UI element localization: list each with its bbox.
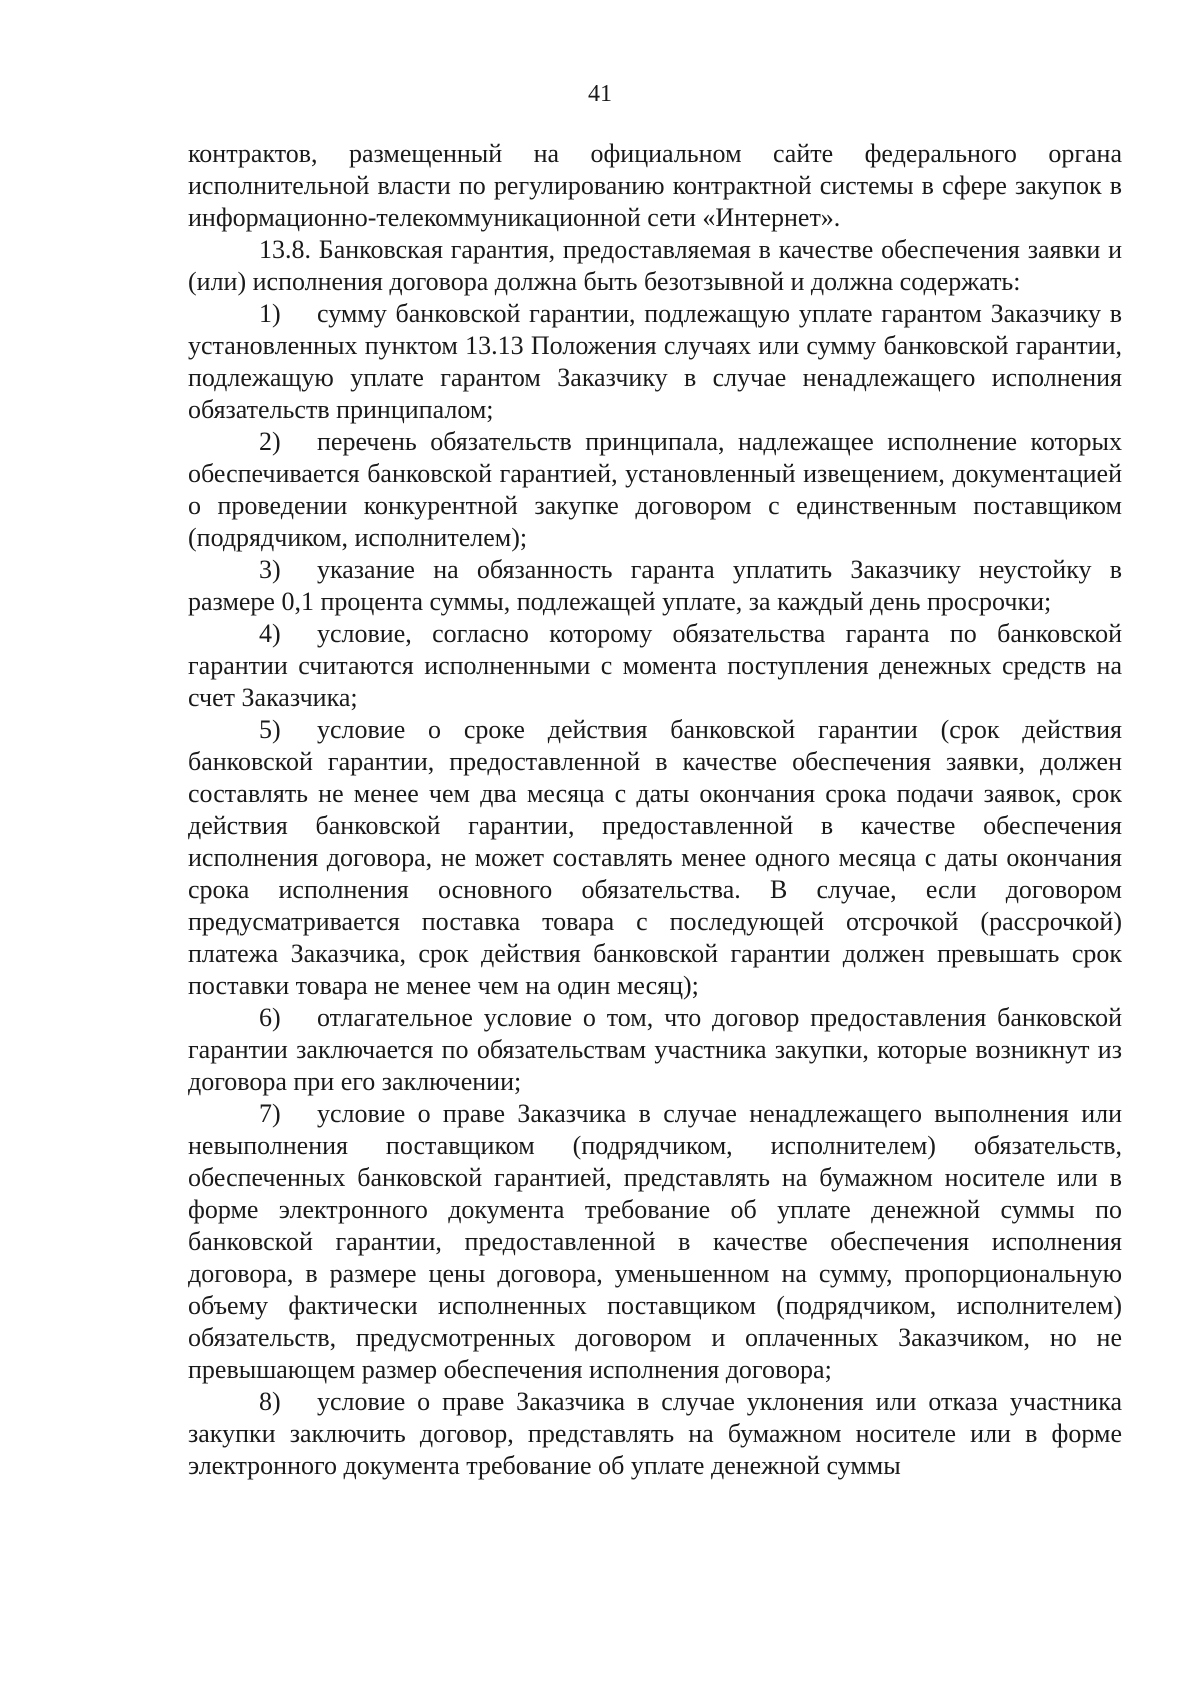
list-item-text: сумму банковской гарантии, подлежащую уплате гарантом Заказчику в установленных пунктом 13.13 Положения случаях или сумму банковской гарантии, подлежащую уплате гарантом Заказчику в случае ненадлежащего исполнения обязательств принципалом; <box>188 299 1122 424</box>
document-body <box>188 138 1122 1482</box>
list-item-number: 5) <box>259 715 281 744</box>
list-item-2 <box>188 426 1122 554</box>
list-item-text: условие о сроке действия банковской гарантии (срок действия банковской гарантии, предоставленной в качестве обеспечения заявки, должен составлять не менее чем два месяца с даты окончания срока подачи заявок, срок действия банковской гарантии, предоставленной в качестве обеспечения исполнения договора, не может составлять менее одного месяца с даты окончания срока исполнения основного обязательства. В случае, если договором предусматривается поставка товара с последующей отсрочкой (рассрочкой) платежа Заказчика, срок действия банковской гарантии должен превышать срок поставки товара не менее чем на один месяц); <box>188 715 1122 1000</box>
list-item-number: 7) <box>259 1099 281 1128</box>
paragraph-text: контрактов, размещенный на официальном сайте федерального органа исполнительной власти по регулированию контрактной системы в сфере закупок в информационно-телекоммуникационной сети «Интернет». <box>188 139 1122 232</box>
paragraph-continuation <box>188 138 1122 234</box>
list-item-number: 1) <box>259 299 281 328</box>
list-item-number: 3) <box>259 555 281 584</box>
list-item-text: отлагательное условие о том, что договор предоставления банковской гарантии заключается по обязательствам участника закупки, которые возникнут из договора при его заключении; <box>188 1003 1122 1096</box>
list-item-text: условие о праве Заказчика в случае уклонения или отказа участника закупки заключить договор, представлять на бумажном носителе или в форме электронного документа требование об уплате денежной суммы <box>188 1387 1122 1480</box>
list-item-number: 8) <box>259 1387 281 1416</box>
list-item-4 <box>188 618 1122 714</box>
page-number: 41 <box>588 81 612 107</box>
list-item-text: перечень обязательств принципала, надлежащее исполнение которых обеспечивается банковской гарантией, установленный извещением, документацией о проведении конкурентной закупке договором с единственным поставщиком (подрядчиком, исполнителем); <box>188 427 1122 552</box>
list-item-1 <box>188 298 1122 426</box>
list-item-8 <box>188 1386 1122 1482</box>
list-item-text: условие, согласно которому обязательства гаранта по банковской гарантии считаются исполненными с момента поступления денежных средств на счет Заказчика; <box>188 619 1122 712</box>
list-item-number: 6) <box>259 1003 281 1032</box>
list-item-7 <box>188 1098 1122 1386</box>
list-item-number: 4) <box>259 619 281 648</box>
list-item-6 <box>188 1002 1122 1098</box>
paragraph-text: 13.8. Банковская гарантия, предоставляемая в качестве обеспечения заявки и (или) исполнения договора должна быть безотзывной и должна содержать: <box>188 235 1122 296</box>
list-item-5 <box>188 714 1122 1002</box>
list-item-text: указание на обязанность гаранта уплатить Заказчику неустойку в размере 0,1 процента суммы, подлежащей уплате, за каждый день просрочки; <box>188 555 1122 616</box>
list-item-3 <box>188 554 1122 618</box>
list-item-text: условие о праве Заказчика в случае ненадлежащего выполнения или невыполнения поставщиком (подрядчиком, исполнителем) обязательств, обеспеченных банковской гарантией, представлять на бумажном носителе или в форме электронного документа требование об уплате денежной суммы по банковской гарантии, предоставленной в качестве обеспечения исполнения договора, в размере цены договора, уменьшенном на сумму, пропорциональную объему фактически исполненных поставщиком (подрядчиком, исполнителем) обязательств, предусмотренных договором и оплаченных Заказчиком, но не превышающем размер обеспечения исполнения договора; <box>188 1099 1122 1384</box>
paragraph-13-8 <box>188 234 1122 298</box>
list-item-number: 2) <box>259 427 281 456</box>
